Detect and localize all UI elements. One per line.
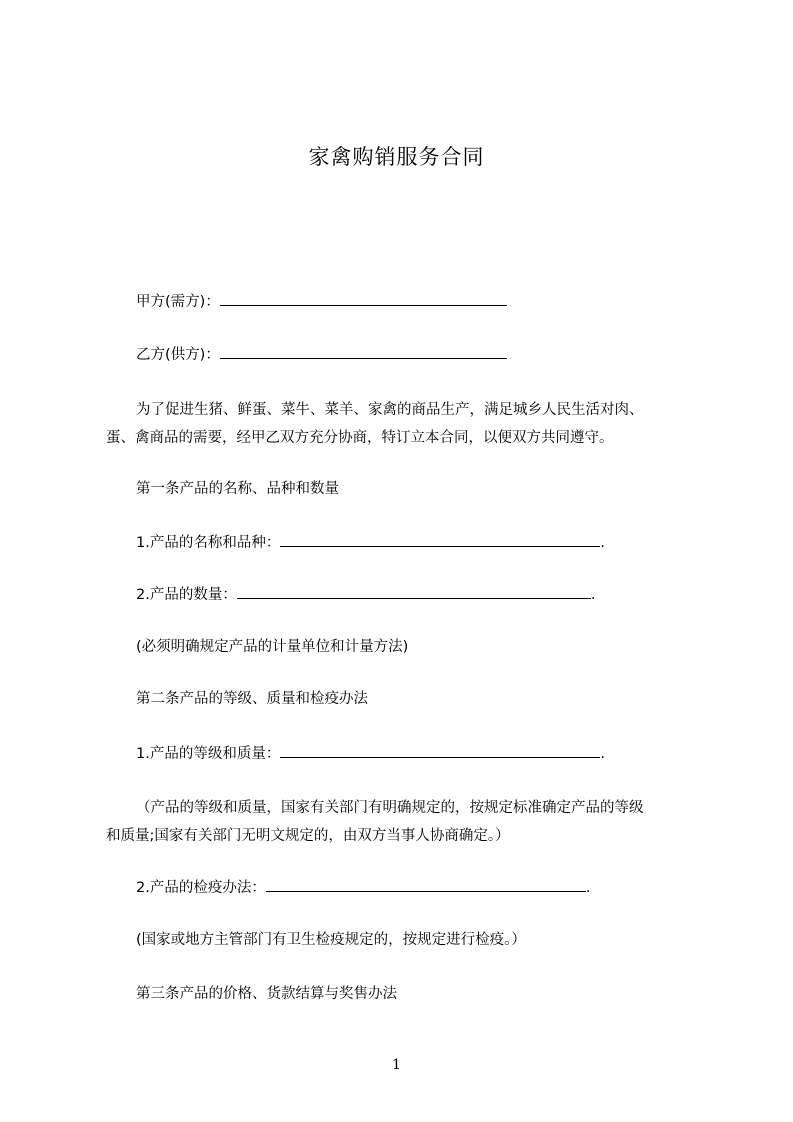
party-b-line: [136, 344, 507, 365]
grade-quality-blank: [280, 743, 600, 758]
document-title: 家禽购销服务合同: [308, 145, 485, 169]
quarantine-blank: [266, 877, 586, 892]
party-b-label: 乙方(供方)：: [136, 347, 220, 363]
party-a-blank: [220, 291, 507, 306]
article-2-note-paragraph: [106, 794, 696, 850]
article-2-note-2: (国家或地方主管部门有卫生检疫规定的，按规定进行检疫。）: [136, 932, 526, 948]
party-b-blank: [220, 344, 507, 359]
article-1-heading: 第一条产品的名称、品种和数量: [136, 481, 339, 497]
quarantine-label: 2.产品的检疫办法：: [136, 880, 266, 896]
article-1-note: (必须明确规定产品的计量单位和计量方法): [136, 639, 409, 655]
product-name-label: 1.产品的名称和品种：: [136, 535, 281, 551]
article-2-item-1: [136, 743, 605, 764]
intro-line-2: 蛋、禽商品的需要，经甲乙双方充分协商，特订立本合同，以便双方共同遵守。: [106, 430, 614, 446]
period: .: [590, 587, 596, 603]
article-2-heading: 第二条产品的等级、质量和检疫办法: [136, 691, 368, 707]
grade-quality-label: 1.产品的等级和质量：: [136, 746, 281, 762]
article-2-note-line-1: （产品的等级和质量，国家有关部门有明确规定的，按规定标准确定产品的等级: [136, 800, 644, 816]
party-a-label: 甲方(需方)：: [136, 294, 220, 310]
intro-line-1: 为了促进生猪、鲜蛋、菜牛、菜羊、家禽的商品生产，满足城乡人民生活对肉、: [136, 402, 644, 418]
page-number: 1: [392, 1057, 401, 1073]
period: .: [585, 880, 591, 896]
article-3-heading: 第三条产品的价格、货款结算与奖售办法: [136, 986, 397, 1002]
article-2-item-2: [136, 877, 590, 898]
period: .: [600, 746, 605, 762]
article-1-item-2: [136, 584, 595, 605]
party-a-line: [136, 291, 507, 312]
article-2-note-line-2: 和质量;国家有关部门无明文规定的，由双方当事人协商确定。）: [106, 828, 510, 844]
product-quantity-blank: [237, 584, 591, 599]
product-quantity-label: 2.产品的数量：: [136, 587, 237, 603]
article-1-item-1: [136, 532, 605, 553]
product-name-blank: [280, 532, 600, 547]
period: .: [600, 535, 605, 551]
intro-paragraph: [106, 396, 696, 452]
